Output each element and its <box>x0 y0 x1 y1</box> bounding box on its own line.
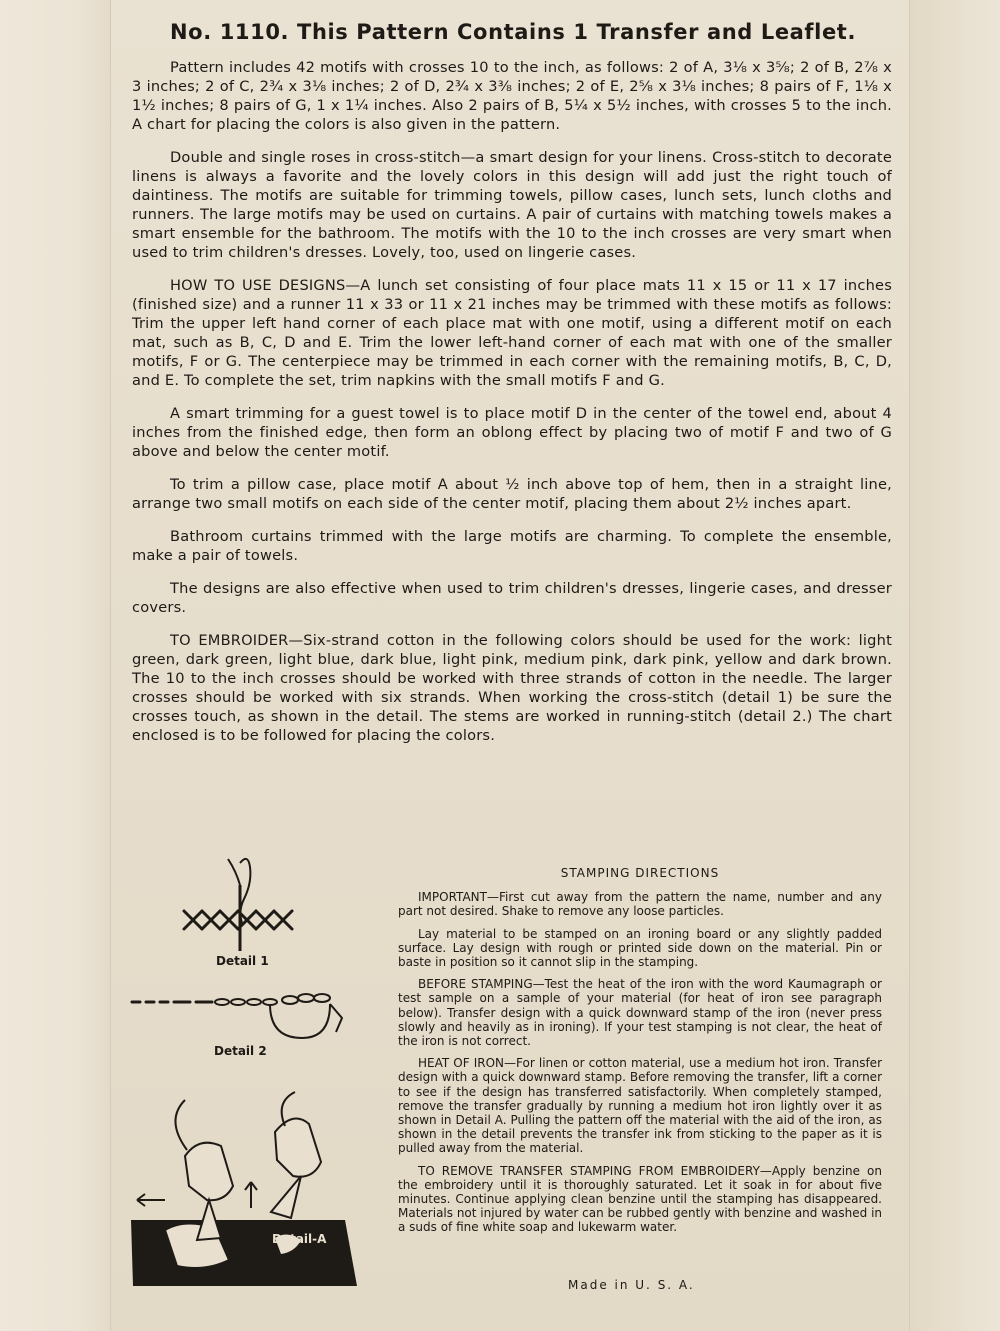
paragraph-effective: The designs are also effective when used to trim children's dresses, lingerie cases, and dresser covers. <box>132 580 892 616</box>
iron-transfer-illustration <box>125 1090 365 1290</box>
paragraph-how-to-use: HOW TO USE DESIGNS—A lunch set consisting of four place mats 11 x 15 or 11 x 17 inches (finished size) and a runner 11 x 33 or 11 x 21 inches may be trimmed with these motifs as follows: Trim the upper left hand corner of each place mat with one motif, using a different motif on each mat, such as B, C, D and E. Trim the lower left-hand corner of each mat with one of the smaller motifs, F or G. The centerpiece may be trimmed in each corner with the remaining motifs, B, C, D, and E. To complete the set, trim napkins with the small motifs F and G. <box>132 277 892 389</box>
paragraph-guest-towel: A smart trimming for a guest towel is to place motif D in the center of the towel end, about 4 inches from the finished edge, then form an oblong effect by placing two of motif F and two of G above and below the center motif. <box>132 405 892 460</box>
envelope-right-edge <box>909 0 1000 1331</box>
detail-a-label: Detail-A <box>272 1232 327 1246</box>
detail-1-label: Detail 1 <box>216 954 269 968</box>
running-stitch-illustration <box>130 988 355 1048</box>
stamping-lay-material: Lay material to be stamped on an ironing board or any slightly padded surface. Lay design with rough or printed side down on the material. Pin or baste in position so it cannot slip in the stamping. <box>398 926 882 970</box>
paragraph-pillow-case: To trim a pillow case, place motif A about ½ inch above top of hem, then in a straight line, arrange two small motifs on each side of the center motif, placing them about 2½ inches apart. <box>132 476 892 512</box>
cross-stitch-illustration <box>180 855 305 955</box>
detail-2-label: Detail 2 <box>214 1044 267 1058</box>
instructions-body <box>132 58 892 759</box>
stamping-directions <box>398 866 882 1243</box>
illustrations <box>120 850 365 1290</box>
paragraph-motifs: Pattern includes 42 motifs with crosses 10 to the inch, as follows: 2 of A, 3⅛ x 3⅝; 2 of B, 2⅞ x 3 inches; 2 of C, 2¾ x 3⅛ inches; 2 of D, 2¾ x 3⅜ inches; 2 of E, 2⅝ x 3⅛ inches; 8 pairs of F, 1⅛ x 1½ inches; 8 pairs of G, 1 x 1¼ inches. Also 2 pairs of B, 5¼ x 5½ inches, with crosses 5 to the inch. A chart for placing the colors is also given in the pattern. <box>132 59 892 133</box>
stamping-before: BEFORE STAMPING—Test the heat of the iron with the word Kaumagraph or test sample on a sample of your material (for heat of iron see paragraph below). Transfer design with a quick downward stamp of the iron (never press slowly and heavily as in ironing). If your test stamping is not clear, the heat of the iron is not correct. <box>398 977 882 1049</box>
paragraph-curtains: Bathroom curtains trimmed with the large motifs are charming. To complete the ensemble, make a pair of towels. <box>132 528 892 564</box>
stamping-important: IMPORTANT—First cut away from the pattern the name, number and any part not desired. Shake to remove any loose particles. <box>398 890 882 919</box>
envelope-left-edge <box>0 0 111 1331</box>
stamping-remove: TO REMOVE TRANSFER STAMPING FROM EMBROIDERY—Apply benzine on the embroidery until it is thoroughly saturated. Let it soak in for about five minutes. Continue applying clean benzine until the stamping has disappeared. Materials not injured by water can be rubbed gently with benzine and washed in a suds of fine white soap and lukewarm water. <box>398 1163 883 1235</box>
pattern-title: No. 1110. This Pattern Contains 1 Transfer and Leaflet. <box>170 20 857 44</box>
paragraph-description: Double and single roses in cross-stitch—a smart design for your linens. Cross-stitch to decorate linens is always a favorite and the lovely colors in this design will add just the right touch of daintiness. The motifs are suitable for trimming towels, pillow cases, lunch sets, lunch cloths and runners. The large motifs may be used on curtains. A pair of curtains with matching towels makes a smart ensemble for the bathroom. The motifs with the 10 to the inch crosses are very smart when used to trim children's dresses. Lovely, too, used on lingerie cases. <box>132 149 892 261</box>
stamping-heat: HEAT OF IRON—For linen or cotton material, use a medium hot iron. Transfer design with a quick downward stamp. Before removing the transfer, lift a corner to see if the design has transferred satisfactorily. When completely stamped, remove the transfer gradually by running a medium hot iron lightly over it as shown in Detail A. Pulling the pattern off the material with the aid of the iron, as shown in the detail prevents the transfer ink from sticking to the paper as it is pulled away from the material. <box>398 1056 882 1156</box>
paragraph-to-embroider: TO EMBROIDER—Six-strand cotton in the following colors should be used for the work: light green, dark green, light blue, dark blue, light pink, medium pink, dark pink, yellow and dark brown. The 10 to the inch crosses should be worked with three strands of cotton in the needle. The larger crosses should be worked with six strands. When working the cross-stitch (detail 1) be sure the crosses touch, as shown in the detail. The stems are worked in running-stitch (detail 2.) The chart enclosed is to be followed for placing the colors. <box>132 632 892 744</box>
made-in-usa: Made in U. S. A. <box>568 1278 695 1292</box>
stamping-heading: STAMPING DIRECTIONS <box>560 866 720 880</box>
